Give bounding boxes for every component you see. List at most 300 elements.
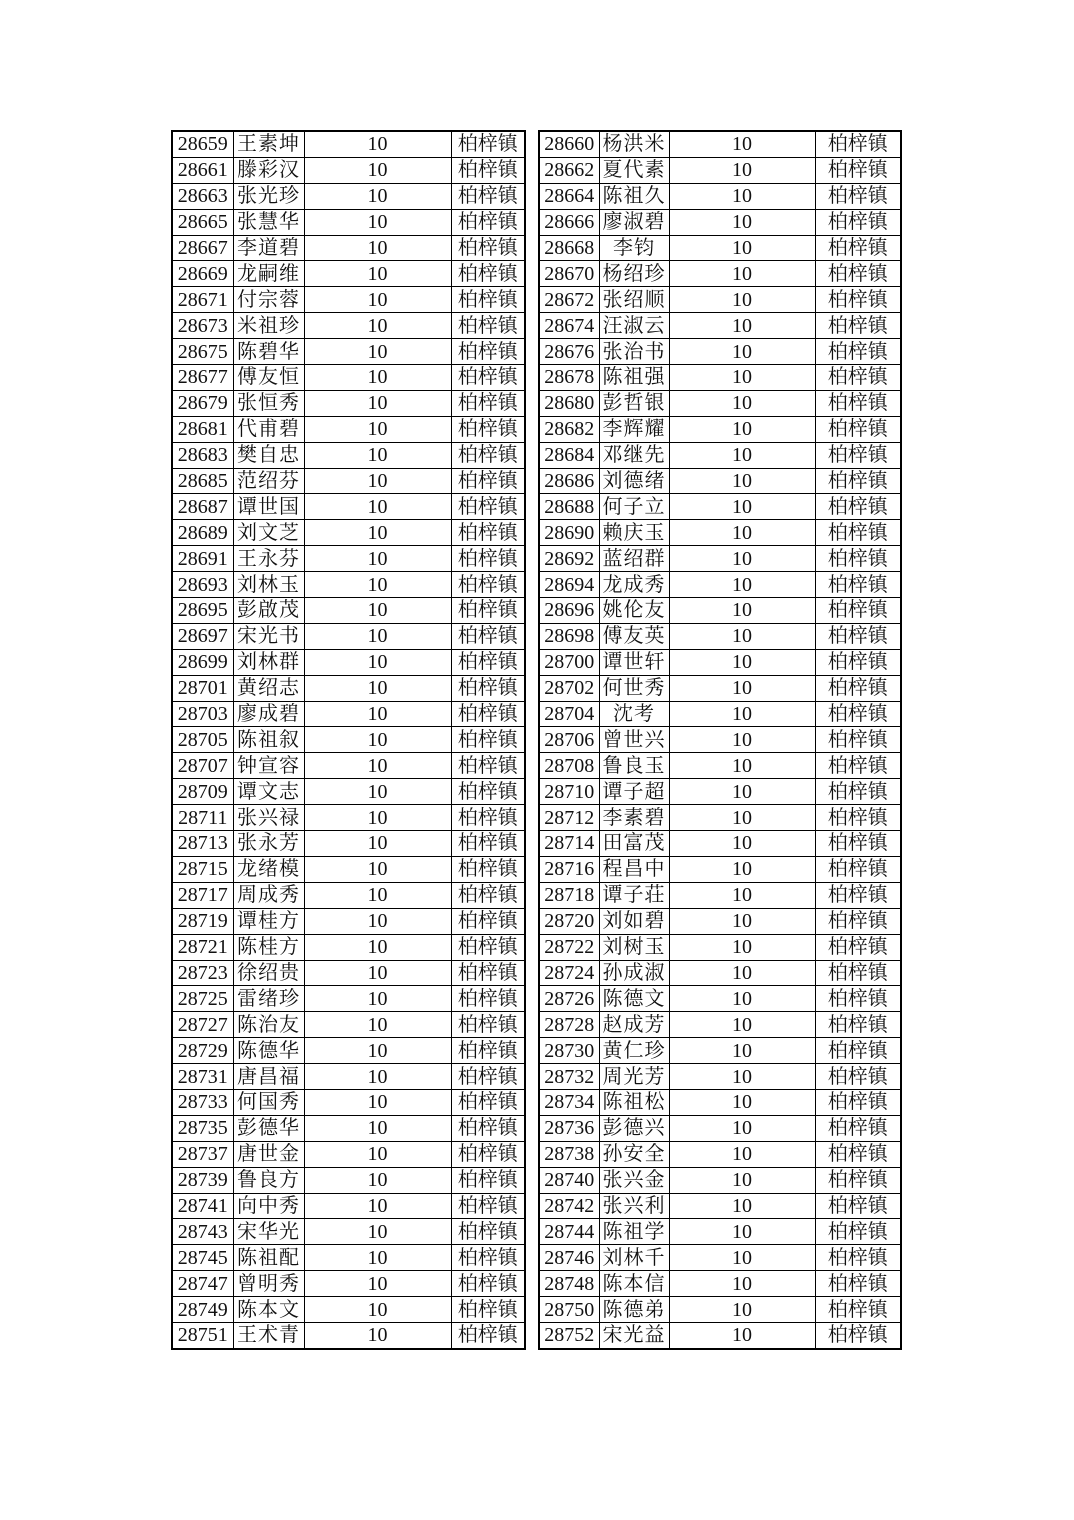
points-cell: 10 [669,727,815,753]
table-row [539,1012,901,1038]
name-cell: 陈祖久 [599,183,669,209]
town-cell: 柏梓镇 [451,1271,525,1297]
points-cell: 10 [304,831,451,857]
points-cell: 10 [304,675,451,701]
points-cell: 10 [669,1297,815,1323]
town-cell: 柏梓镇 [451,131,525,157]
table-row [172,313,525,339]
table-row [539,727,901,753]
town-cell: 柏梓镇 [815,468,901,494]
town-cell: 柏梓镇 [451,416,525,442]
town-cell: 柏梓镇 [815,131,901,157]
name-cell: 付宗蓉 [233,287,304,313]
town-cell: 柏梓镇 [815,183,901,209]
name-cell: 刘如碧 [599,908,669,934]
name-cell: 汪淑云 [599,313,669,339]
town-cell: 柏梓镇 [451,598,525,624]
name-cell: 陈本文 [233,1297,304,1323]
town-cell: 柏梓镇 [815,365,901,391]
serial-cell: 28740 [539,1167,599,1193]
table-row [539,1322,901,1348]
name-cell: 鲁良方 [233,1167,304,1193]
points-cell: 10 [304,1271,451,1297]
table-row [539,1245,901,1271]
table-row [172,960,525,986]
serial-cell: 28732 [539,1064,599,1090]
table-row [172,183,525,209]
town-cell: 柏梓镇 [815,1193,901,1219]
serial-cell: 28664 [539,183,599,209]
serial-cell: 28715 [172,856,233,882]
table-row [539,753,901,779]
serial-cell: 28669 [172,261,233,287]
table-row [172,520,525,546]
town-cell: 柏梓镇 [451,1141,525,1167]
town-cell: 柏梓镇 [815,235,901,261]
town-cell: 柏梓镇 [815,520,901,546]
name-cell: 陈碧华 [233,339,304,365]
points-cell: 10 [669,1038,815,1064]
table-row [172,157,525,183]
serial-cell: 28702 [539,675,599,701]
serial-cell: 28717 [172,882,233,908]
points-cell: 10 [304,727,451,753]
name-cell: 谭世国 [233,494,304,520]
points-cell: 10 [669,339,815,365]
town-cell: 柏梓镇 [815,313,901,339]
points-cell: 10 [304,934,451,960]
name-cell: 赖庆玉 [599,520,669,546]
town-cell: 柏梓镇 [451,779,525,805]
serial-cell: 28720 [539,908,599,934]
serial-cell: 28721 [172,934,233,960]
serial-cell: 28745 [172,1245,233,1271]
serial-cell: 28666 [539,209,599,235]
table-row [172,908,525,934]
points-cell: 10 [669,1322,815,1348]
points-cell: 10 [304,1115,451,1141]
points-cell: 10 [669,546,815,572]
serial-cell: 28698 [539,623,599,649]
table-row [539,339,901,365]
name-cell: 刘林玉 [233,572,304,598]
town-cell: 柏梓镇 [815,779,901,805]
points-cell: 10 [304,468,451,494]
name-cell: 沈考 [599,701,669,727]
points-cell: 10 [669,1141,815,1167]
table-row [172,494,525,520]
points-cell: 10 [669,183,815,209]
table-row [172,1297,525,1323]
points-cell: 10 [304,416,451,442]
serial-cell: 28730 [539,1038,599,1064]
serial-cell: 28679 [172,390,233,416]
serial-cell: 28752 [539,1322,599,1348]
points-cell: 10 [304,546,451,572]
table-row [539,442,901,468]
name-cell: 赵成芳 [599,1012,669,1038]
serial-cell: 28661 [172,157,233,183]
name-cell: 张兴金 [599,1167,669,1193]
points-cell: 10 [304,1297,451,1323]
town-cell: 柏梓镇 [451,675,525,701]
name-cell: 滕彩汉 [233,157,304,183]
table-row [539,1271,901,1297]
table-row [172,287,525,313]
name-cell: 陈治友 [233,1012,304,1038]
serial-cell: 28659 [172,131,233,157]
name-cell: 廖淑碧 [599,209,669,235]
points-cell: 10 [304,856,451,882]
serial-cell: 28737 [172,1141,233,1167]
town-cell: 柏梓镇 [451,572,525,598]
points-cell: 10 [304,287,451,313]
town-cell: 柏梓镇 [815,986,901,1012]
serial-cell: 28697 [172,623,233,649]
table-row [172,261,525,287]
town-cell: 柏梓镇 [451,623,525,649]
serial-cell: 28747 [172,1271,233,1297]
points-cell: 10 [669,986,815,1012]
table-row [539,856,901,882]
name-cell: 彭哲银 [599,390,669,416]
points-cell: 10 [304,779,451,805]
town-cell: 柏梓镇 [451,701,525,727]
name-cell: 田富茂 [599,831,669,857]
town-cell: 柏梓镇 [815,209,901,235]
points-cell: 10 [669,494,815,520]
town-cell: 柏梓镇 [451,235,525,261]
points-cell: 10 [304,649,451,675]
serial-cell: 28701 [172,675,233,701]
name-cell: 陈德弟 [599,1297,669,1323]
name-cell: 刘文芝 [233,520,304,546]
points-cell: 10 [304,1141,451,1167]
table-row [539,494,901,520]
town-cell: 柏梓镇 [451,1245,525,1271]
serial-cell: 28710 [539,779,599,805]
points-cell: 10 [304,235,451,261]
name-cell: 鲁良玉 [599,753,669,779]
points-cell: 10 [304,1245,451,1271]
roster-table-right-body [539,131,901,1349]
points-cell: 10 [669,520,815,546]
table-row [172,339,525,365]
name-cell: 孙安全 [599,1141,669,1167]
points-cell: 10 [304,753,451,779]
town-cell: 柏梓镇 [451,727,525,753]
serial-cell: 28690 [539,520,599,546]
town-cell: 柏梓镇 [451,365,525,391]
serial-cell: 28674 [539,313,599,339]
points-cell: 10 [669,416,815,442]
points-cell: 10 [304,1064,451,1090]
points-cell: 10 [304,805,451,831]
table-row [539,1193,901,1219]
town-cell: 柏梓镇 [451,1089,525,1115]
name-cell: 徐绍贵 [233,960,304,986]
serial-cell: 28743 [172,1219,233,1245]
serial-cell: 28687 [172,494,233,520]
name-cell: 蓝绍群 [599,546,669,572]
serial-cell: 28678 [539,365,599,391]
serial-cell: 28716 [539,856,599,882]
points-cell: 10 [669,882,815,908]
town-cell: 柏梓镇 [451,390,525,416]
points-cell: 10 [304,339,451,365]
name-cell: 谭子超 [599,779,669,805]
points-cell: 10 [669,287,815,313]
town-cell: 柏梓镇 [815,1219,901,1245]
name-cell: 何国秀 [233,1089,304,1115]
points-cell: 10 [304,390,451,416]
serial-cell: 28685 [172,468,233,494]
table-row [539,1297,901,1323]
name-cell: 龙成秀 [599,572,669,598]
table-row [539,701,901,727]
points-cell: 10 [304,1089,451,1115]
name-cell: 谭文志 [233,779,304,805]
table-row [172,1245,525,1271]
table-row [172,468,525,494]
serial-cell: 28749 [172,1297,233,1323]
town-cell: 柏梓镇 [451,934,525,960]
serial-cell: 28738 [539,1141,599,1167]
name-cell: 彭德华 [233,1115,304,1141]
points-cell: 10 [304,494,451,520]
town-cell: 柏梓镇 [815,1167,901,1193]
points-cell: 10 [669,1064,815,1090]
town-cell: 柏梓镇 [815,831,901,857]
serial-cell: 28734 [539,1089,599,1115]
points-cell: 10 [669,1193,815,1219]
points-cell: 10 [304,882,451,908]
town-cell: 柏梓镇 [451,856,525,882]
table-row [539,882,901,908]
town-cell: 柏梓镇 [815,1038,901,1064]
town-cell: 柏梓镇 [451,753,525,779]
serial-cell: 28670 [539,261,599,287]
name-cell: 宋光益 [599,1322,669,1348]
town-cell: 柏梓镇 [815,701,901,727]
town-cell: 柏梓镇 [815,287,901,313]
table-row [172,856,525,882]
name-cell: 张光珍 [233,183,304,209]
points-cell: 10 [304,908,451,934]
table-row [539,235,901,261]
table-row [172,546,525,572]
points-cell: 10 [304,365,451,391]
name-cell: 曾世兴 [599,727,669,753]
points-cell: 10 [304,598,451,624]
table-row [539,183,901,209]
town-cell: 柏梓镇 [451,1297,525,1323]
points-cell: 10 [304,623,451,649]
name-cell: 张兴利 [599,1193,669,1219]
town-cell: 柏梓镇 [815,934,901,960]
name-cell: 杨洪米 [599,131,669,157]
table-row [172,623,525,649]
points-cell: 10 [304,701,451,727]
table-row [539,1167,901,1193]
table-row [539,598,901,624]
table-row [172,1038,525,1064]
name-cell: 陈祖学 [599,1219,669,1245]
town-cell: 柏梓镇 [815,1012,901,1038]
table-row [539,365,901,391]
town-cell: 柏梓镇 [451,339,525,365]
name-cell: 谭世轩 [599,649,669,675]
serial-cell: 28696 [539,598,599,624]
name-cell: 周成秀 [233,882,304,908]
table-row [539,1115,901,1141]
name-cell: 王永芬 [233,546,304,572]
points-cell: 10 [669,753,815,779]
table-row [172,934,525,960]
points-cell: 10 [669,157,815,183]
table-row [539,675,901,701]
serial-cell: 28707 [172,753,233,779]
name-cell: 钟宣容 [233,753,304,779]
table-row [172,416,525,442]
town-cell: 柏梓镇 [451,1322,525,1348]
table-row [172,727,525,753]
serial-cell: 28667 [172,235,233,261]
table-row [172,986,525,1012]
points-cell: 10 [304,520,451,546]
points-cell: 10 [304,1012,451,1038]
points-cell: 10 [304,157,451,183]
serial-cell: 28673 [172,313,233,339]
table-row [539,831,901,857]
name-cell: 李辉耀 [599,416,669,442]
table-row [539,209,901,235]
points-cell: 10 [669,1089,815,1115]
serial-cell: 28677 [172,365,233,391]
serial-cell: 28723 [172,960,233,986]
name-cell: 何世秀 [599,675,669,701]
name-cell: 樊自忠 [233,442,304,468]
serial-cell: 28708 [539,753,599,779]
roster-table-left [171,130,526,1350]
name-cell: 张治书 [599,339,669,365]
table-row [539,1064,901,1090]
points-cell: 10 [304,131,451,157]
town-cell: 柏梓镇 [451,313,525,339]
points-cell: 10 [669,390,815,416]
town-cell: 柏梓镇 [815,1245,901,1271]
points-cell: 10 [669,572,815,598]
points-cell: 10 [669,649,815,675]
points-cell: 10 [304,313,451,339]
table-row [539,520,901,546]
town-cell: 柏梓镇 [815,390,901,416]
town-cell: 柏梓镇 [451,157,525,183]
table-row [539,131,901,157]
serial-cell: 28733 [172,1089,233,1115]
town-cell: 柏梓镇 [815,675,901,701]
table-row [539,986,901,1012]
points-cell: 10 [669,235,815,261]
table-row [539,908,901,934]
serial-cell: 28699 [172,649,233,675]
name-cell: 王术青 [233,1322,304,1348]
town-cell: 柏梓镇 [815,494,901,520]
town-cell: 柏梓镇 [815,753,901,779]
name-cell: 王素坤 [233,131,304,157]
name-cell: 邓继先 [599,442,669,468]
name-cell: 代甫碧 [233,416,304,442]
town-cell: 柏梓镇 [451,261,525,287]
table-row [172,131,525,157]
table-row [539,287,901,313]
points-cell: 10 [669,209,815,235]
serial-cell: 28726 [539,986,599,1012]
table-row [172,1012,525,1038]
points-cell: 10 [669,934,815,960]
town-cell: 柏梓镇 [815,339,901,365]
name-cell: 陈德文 [599,986,669,1012]
serial-cell: 28683 [172,442,233,468]
town-cell: 柏梓镇 [451,546,525,572]
serial-cell: 28684 [539,442,599,468]
points-cell: 10 [304,1038,451,1064]
points-cell: 10 [669,313,815,339]
name-cell: 刘德绪 [599,468,669,494]
town-cell: 柏梓镇 [815,1115,901,1141]
table-row [172,390,525,416]
town-cell: 柏梓镇 [451,649,525,675]
town-cell: 柏梓镇 [451,908,525,934]
points-cell: 10 [669,1271,815,1297]
town-cell: 柏梓镇 [815,1141,901,1167]
name-cell: 陈祖松 [599,1089,669,1115]
serial-cell: 28712 [539,805,599,831]
serial-cell: 28739 [172,1167,233,1193]
table-row [172,649,525,675]
name-cell: 刘林群 [233,649,304,675]
table-row [539,934,901,960]
table-row [539,960,901,986]
points-cell: 10 [669,442,815,468]
roster-table-left-body [172,131,525,1349]
points-cell: 10 [669,131,815,157]
table-row [172,1064,525,1090]
name-cell: 张慧华 [233,209,304,235]
town-cell: 柏梓镇 [815,727,901,753]
town-cell: 柏梓镇 [451,494,525,520]
table-row [539,546,901,572]
points-cell: 10 [304,209,451,235]
table-row [172,235,525,261]
serial-cell: 28725 [172,986,233,1012]
serial-cell: 28689 [172,520,233,546]
name-cell: 曾明秀 [233,1271,304,1297]
serial-cell: 28719 [172,908,233,934]
town-cell: 柏梓镇 [451,1012,525,1038]
table-row [539,623,901,649]
name-cell: 程昌中 [599,856,669,882]
town-cell: 柏梓镇 [815,882,901,908]
table-row [172,882,525,908]
name-cell: 周光芳 [599,1064,669,1090]
town-cell: 柏梓镇 [815,546,901,572]
town-cell: 柏梓镇 [451,805,525,831]
points-cell: 10 [669,856,815,882]
name-cell: 米祖珍 [233,313,304,339]
table-row [172,442,525,468]
town-cell: 柏梓镇 [815,1089,901,1115]
